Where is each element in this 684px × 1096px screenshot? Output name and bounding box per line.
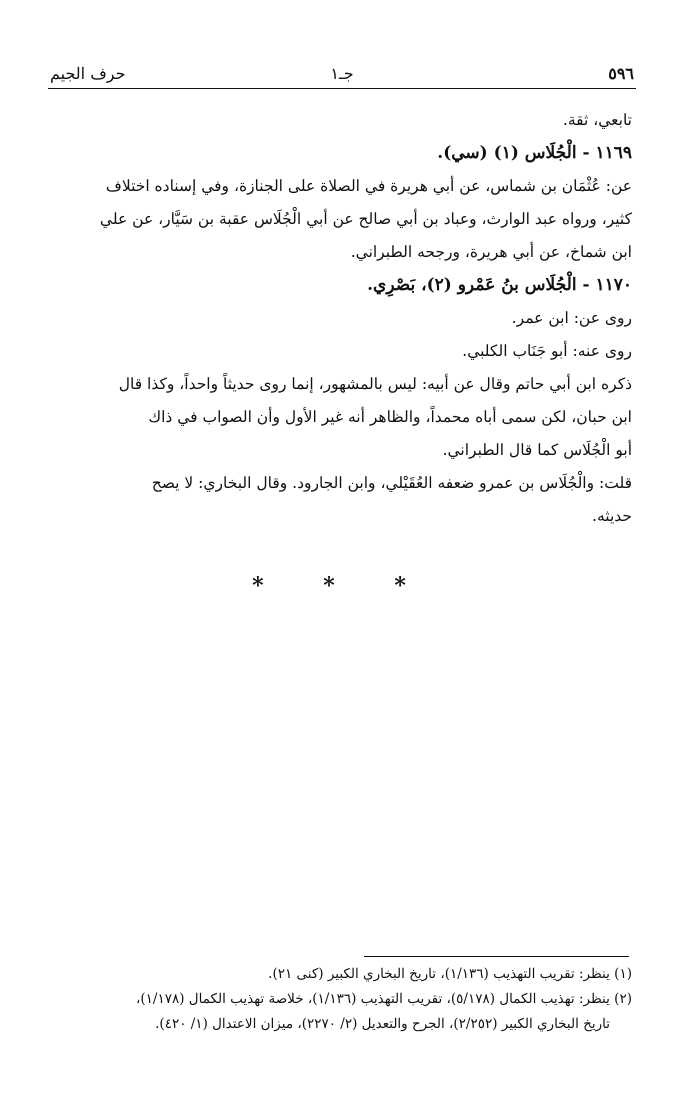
text-line: أبو الْجُلَاس كما قال الطبراني. [442,441,632,459]
footnotes [52,962,632,1037]
page-header [50,58,634,88]
text-line: قلت: والْجُلَاس بن عمرو ضعفه العُقَيْلي، وابن الجارود. وقال البخاري: لا يصح [151,474,632,492]
entry-heading-1170: ١١٧٠ - الْجُلَاس بنُ عَمْرو (٢)، بَصْرِي. [367,275,632,295]
main-text [55,104,632,533]
footnote-divider [364,956,629,957]
text-line: حديثه. [592,507,632,525]
section-separator: * * * [252,573,432,599]
footnote-2-line-1: (٢) ينظر: تهذيب الكمال (٥/١٧٨)، تقريب التهذيب (١/١٣٦)، خلاصة تهذيب الكمال (١/١٧٨)، [136,991,632,1007]
text-line: روى عن: ابن عمر. [511,309,632,327]
text-line: كثير، ورواه عبد الوارث، وعباد بن أبي صالح عن أبي الْجُلَاس عقبة بن سَيَّار، عن علي [99,210,632,228]
header-divider [48,88,636,89]
text-line: تابعي، ثقة. [562,111,632,129]
volume-label: جـ١ [330,64,354,83]
footnote-2-line-2: تاريخ البخاري الكبير (٢/٢٥٢)، الجرح والتعديل (٢/ ٢٢٧٠)، ميزان الاعتدال (١/ ٤٢٠). [155,1016,610,1032]
page-number: ٥٩٦ [608,64,634,83]
text-line: عن: عُثْمَان بن شماس، عن أبي هريرة في الصلاة على الجنازة، وفي إسناده اختلاف [105,177,632,195]
entry-heading-1169: ١١٦٩ - الْجُلَاس (١) (سي). [437,143,632,163]
text-line: ابن حبان، لكن سمى أباه محمداً، والظاهر أنه غير الأول وأن الصواب في ذاك [148,408,632,426]
text-line: ابن شماخ، عن أبي هريرة، ورجحه الطبراني. [350,243,632,261]
text-line: ذكره ابن أبي حاتم وقال عن أبيه: ليس بالمشهور، إنما روى حديثاً واحداً، وكذا قال [118,375,632,393]
chapter-title: حرف الجيم [50,64,126,83]
text-line: روى عنه: أبو جَنَاب الكلبي. [462,342,632,360]
footnote-1: (١) ينظر: تقريب التهذيب (١/١٣٦)، تاريخ البخاري الكبير (كنى ٢١). [268,966,632,982]
